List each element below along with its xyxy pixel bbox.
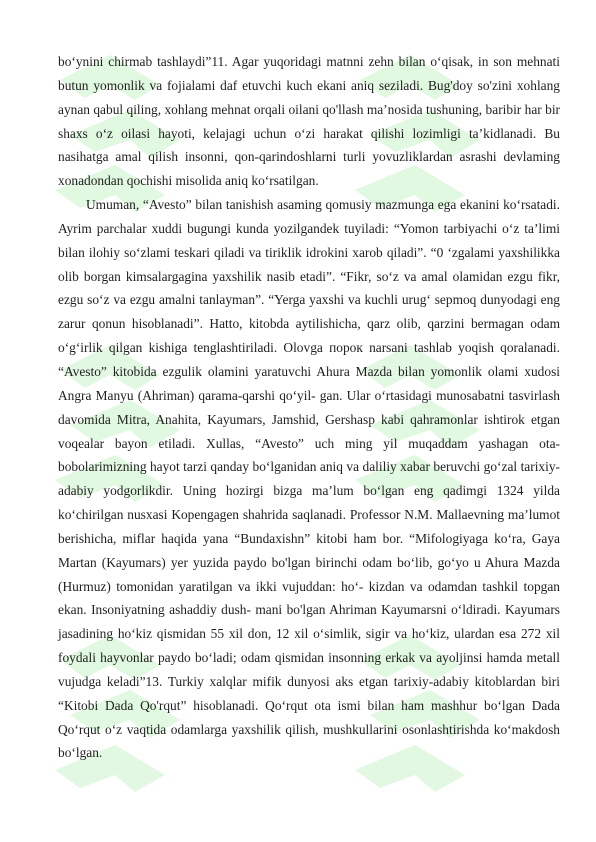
document-body bbox=[58, 50, 560, 765]
paragraph: bo‘ynini chirmab tashlaydi”11. Agar yuqoridagi matnni zehn bilan o‘qisak, in son mehnati butun yomonlik va fojialami daf etuvchi kuch ekani aniq seziladi. Bug'doy so'zini xohlang aynan qabul qiling, xohlang mehnat orqali oilani qo'llash ma’nosida tushuning, baribir har bir shaxs o‘z oilasi hayoti, kelajagi uchun o‘zi harakat qilishi lozimligi ta’kidlanadi. Bu nasihatga amal qilish insonni, qon-qarindoshlarni turli yovuzliklardan asrashi devlaming xonadondan qochishi misolida aniq ko‘rsatilgan. bbox=[58, 54, 560, 189]
paragraph: Umuman, “Avesto” bilan tanishish asaming qomusiy mazmunga ega ekanini ko‘rsatadi. Ayrim parchalar xuddi bugungi kunda yozilgandek tuyiladi: “Yomon tarbiyachi o‘z ta’limi bilan ilohiy so‘zlami teskari qiladi va tiriklik idrokini xarob qiladi”. “0 ‘zgalami yaxshilikka olib borgan kimsalargagina yaxshilik nasib etadi”. “Fikr, so‘z va amal olamidan ezgu fikr, ezgu so‘z va ezgu amalni tanlayman”. “Yerga yaxshi va kuchli urug‘ sepmoq dunyodagi eng zarur qonun hisoblanadi”. Hatto, kitobda aytilishicha, qarz olib, qarzini bermagan odam o‘g‘irlik qilgan kishiga tenglashtiriladi. Olovga порок narsani tashlab yoqish qoralanadi. “Avesto” kitobida ezgulik olamini yaratuvchi Ahura Mazda bilan yomonlik olami xudosi Angra Manyu (Ahriman) qarama-qarshi qo‘yil- gan. Ular o‘rtasidagi munosabatni tasvirlash davomida Mitra, Anahita, Kayumars, Jamshid, Gershasp kabi qahramonlar ishtirok etgan voqealar bayon etiladi. Xullas, “Avesto” uch ming yil muqaddam yashagan ota- bobolarimizning hayot tarzi qanday bo‘lganidan aniq va daliliy xabar beruvchi go‘zal tarixiy-adabiy yodgorlikdir. Uning hozirgi bizga ma’lum bo‘lgan eng qadimgi 1324 yilda ko‘chirilgan nusxasi Kopengagen shahrida saqlanadi. Professor N.M. Mallaevning ma’lumot berishicha, miflar haqida yana “Bundaxishn” kitobi ham bor. “Mifologiyaga ko‘ra, Gaya Martan (Kayumars) yer yuzida paydo bo'lgan birinchi odam bo‘lib, go‘yo u Ahura Mazda (Hurmuz) tomonidan yaratilgan va ikki vujuddan: ho‘- kizdan va odamdan tashkil topgan ekan. Insoniyatning ashaddiy dush- mani bo'lgan Ahriman Kayumarsni o‘ldiradi. Kayumars jasadining ho‘kiz qismidan 55 xil don, 12 xil o‘simlik, sigir va ho‘kiz, ulardan esa 272 xil foydali hayvonlar paydo bo‘ladi; odam qismidan insonning erkak va ayoljinsi hamda metall vujudga keladi”13. Turkiy xalqlar mifik dunyosi aks etgan tarixiy-adabiy kitoblardan biri “Kitobi Dada Qo'rqut” hisoblanadi. Qo‘rqut ota ismi bilan ham mashhur bo‘lgan Dada Qo‘rqut o‘z vaqtida odamlarga yaxshilik qilish, mushkullarini osonlashtirishda ko‘makdosh bo‘lgan. bbox=[58, 197, 560, 761]
